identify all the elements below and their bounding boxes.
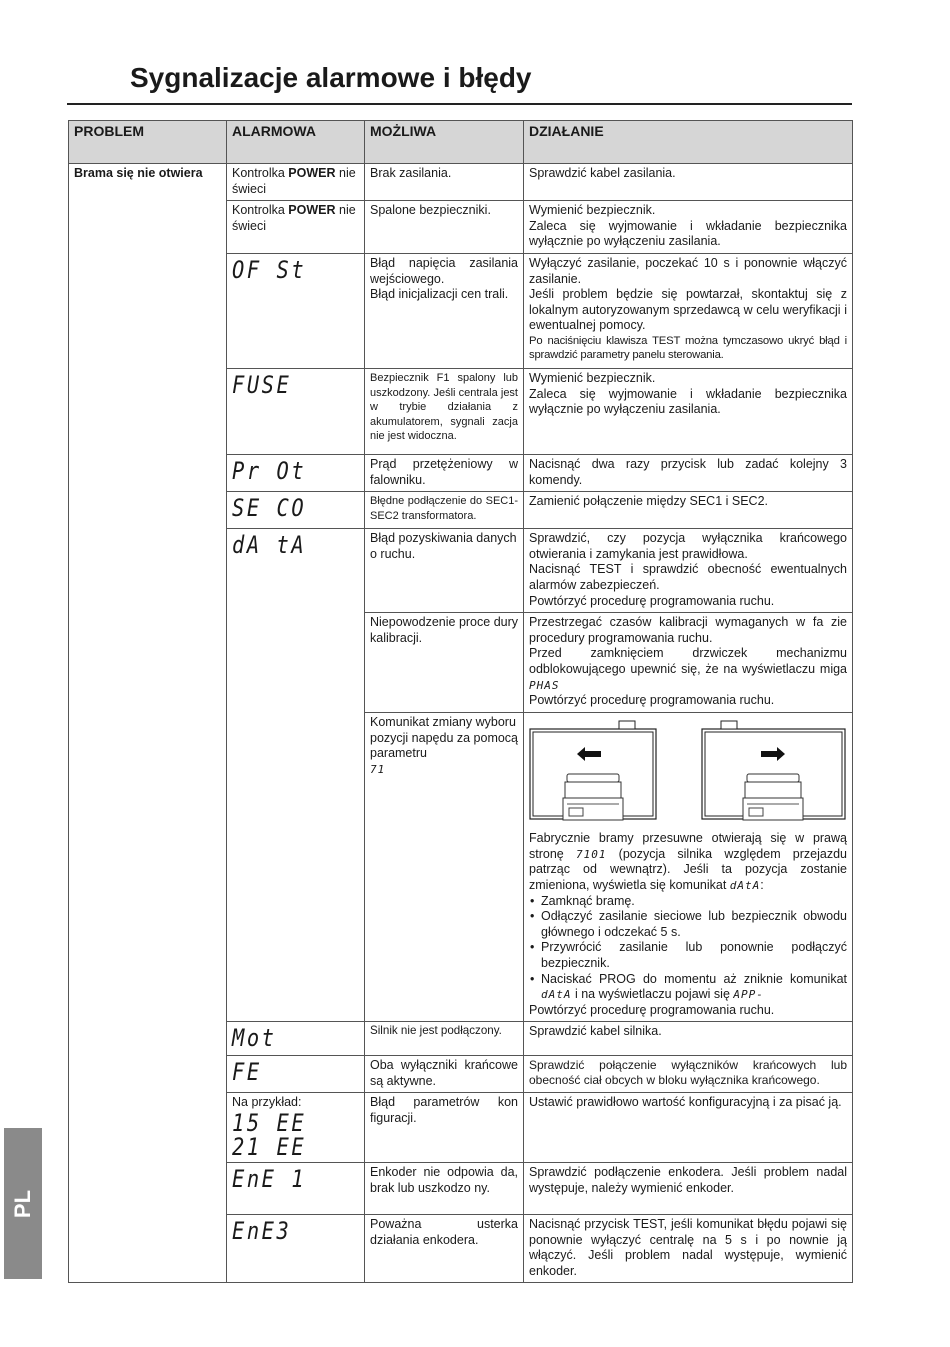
action-cell: Sprawdzić, czy pozycja wyłącznika krańcowego otwierania i zamykania jest prawidłowa. Nacisnąć TEST i sprawdzić obecność ewentualnych alarmów zabezpieczeń. Powtórzyć procedurę programowania ruchu. <box>524 529 853 613</box>
alarm-code: SE CO <box>232 494 307 523</box>
cause-cell: Brak zasilania. <box>365 164 524 201</box>
motor-left-diagram <box>529 720 659 828</box>
header-cause: MOŻLIWA <box>365 121 524 164</box>
list-item: • Naciskać PROG do momentu aż zniknie komunikat dAtA i na wyświetlaczu pojawi się APP- <box>541 972 847 1003</box>
alarm-cell <box>227 529 365 1022</box>
motor-right-diagram <box>701 720 847 828</box>
alarm-code: OF St <box>232 255 307 284</box>
language-tab: PL <box>4 1128 42 1279</box>
cause-cell: Błędne podłączenie do SEC1-SEC2 transformatora. <box>365 492 524 529</box>
action-cell: Sprawdzić kabel zasilania. <box>524 164 853 201</box>
title-rule <box>67 103 852 105</box>
action-cell: Fabrycznie bramy przesuwne otwierają się w prawą stronę 7101 (pozycja silnika względem przejazdu patrząc od wewnątrz). Jeśli ta pozycja zostanie zmieniona, wyświetla się komunikat dAtA: • Zamknąć bramę. • Odłączyć zasilanie sieciowe lub bezpiecznik obwodu głównego i odczekać 5 s. • Przywrócić zasilanie lub ponownie podłączyć bezpiecznik. • Naciskać PROG do momentu aż zniknie komunikat dAtA i na wyświetlaczu pojawi się APP- Powtórzyć procedurę programowania ruchu. <box>524 713 853 1022</box>
cause-cell: Enkoder nie odpowia da, brak lub uszkodzo ny. <box>365 1163 524 1215</box>
list-item: • Odłączyć zasilanie sieciowe lub bezpiecznik obwodu głównego i odczekać 5 s. <box>541 909 847 940</box>
alarm-cell <box>227 492 365 529</box>
alarm-cell <box>227 1163 365 1215</box>
problem-cell: Brama się nie otwiera <box>69 164 227 1283</box>
cause-cell: Spalone bezpieczniki. <box>365 201 524 254</box>
alarm-code: 15 EE <box>232 1109 307 1138</box>
alarm-cell <box>227 253 365 368</box>
cause-cell: Błąd pozyskiwania danych o ruchu. <box>365 529 524 613</box>
table-header-row <box>69 121 853 164</box>
action-cell: Ustawić prawidłowo wartość konfiguracyjną i za pisać ją. <box>524 1093 853 1163</box>
steps-list <box>529 894 847 1003</box>
cause-cell: Niepowodzenie proce dury kalibracji. <box>365 613 524 713</box>
alarm-code: EnE3 <box>232 1217 292 1246</box>
action-cell: Nacisnąć przycisk TEST, jeśli komunikat błędu pojawi się ponownie wyłączyć centralę na 5 s i po nownie ją włączyć. Jeśli problem nadal występuje, wymienić enkoder. <box>524 1215 853 1283</box>
alarm-code: Pr Ot <box>232 456 307 485</box>
list-item: • Przywrócić zasilanie lub ponownie podłączyć bezpiecznik. <box>541 940 847 971</box>
alarm-code: FUSE <box>232 370 292 399</box>
cause-cell: Poważna usterka działania enkodera. <box>365 1215 524 1283</box>
motor-icon <box>743 774 803 820</box>
alarm-code: dA tA <box>232 531 307 560</box>
alarm-table <box>68 120 853 1283</box>
action-cell: Sprawdzić kabel silnika. <box>524 1022 853 1056</box>
alarm-cell: Na przykład: 15 EE 21 EE <box>227 1093 365 1163</box>
alarm-cell <box>227 1215 365 1283</box>
action-cell: Nacisnąć dwa razy przycisk lub zadać kolejny 3 komendy. <box>524 454 853 491</box>
cause-cell: Błąd parametrów kon figuracji. <box>365 1093 524 1163</box>
alarm-code: EnE 1 <box>232 1165 307 1194</box>
cause-cell: Silnik nie jest podłączony. <box>365 1022 524 1056</box>
action-cell: Zamienić połączenie między SEC1 i SEC2. <box>524 492 853 529</box>
alarm-cell <box>227 1022 365 1056</box>
cause-cell: Bezpiecznik F1 spalony lub uszkodzony. Jeśli centrala jest w trybie działania z akumulatorem, sygnali zacja nie jest widoczna. <box>365 368 524 454</box>
alarm-code: 21 EE <box>232 1133 307 1162</box>
action-cell: Wymienić bezpiecznik. Zaleca się wyjmowanie i wkładanie bezpiecznika wyłącznie po wyłączeniu zasilania. <box>524 368 853 454</box>
alarm-cell <box>227 454 365 491</box>
list-item: • Zamknąć bramę. <box>541 894 847 910</box>
alarm-cell <box>227 368 365 454</box>
motor-position-diagrams <box>529 720 847 828</box>
action-cell: Wyłączyć zasilanie, poczekać 10 s i ponownie włączyć zasilanie. Jeśli problem będzie się powtarzał, skontaktuj się z lokalnym autoryzowanym sprzedawcą w celu weryfikacji i ewentualnej pomocy. Po naciśnięciu klawisza TEST można tymczasowo ukryć błąd i sprawdzić parametry panelu sterowania. <box>524 253 853 368</box>
page-title: Sygnalizacje alarmowe i błędy <box>130 62 532 93</box>
cause-cell: Oba wyłączniki krańcowe są aktywne. <box>365 1056 524 1093</box>
cause-cell: Prąd przetężeniowy w falowniku. <box>365 454 524 491</box>
header-alarm: ALARMOWA <box>227 121 365 164</box>
alarm-cell: Kontrolka POWER nie świeci <box>227 164 365 201</box>
alarm-cell: Kontrolka POWER nie świeci <box>227 201 365 254</box>
cause-cell: Komunikat zmiany wyboru pozycji napędu za pomocą parametru 71 <box>365 713 524 1022</box>
table-row <box>69 164 853 201</box>
action-cell: Wymienić bezpiecznik. Zaleca się wyjmowanie i wkładanie bezpiecznika wyłącznie po wyłączeniu zasilania. <box>524 201 853 254</box>
alarm-cell <box>227 1056 365 1093</box>
action-cell: Przestrzegać czasów kalibracji wymaganych w fa zie procedury programowania ruchu. Przed zamknięciem drzwiczek mechanizmu odblokowującego upewnić się, że na wyświetlaczu miga PHAS Powtórzyć procedurę programowania ruchu. <box>524 613 853 713</box>
header-problem: PROBLEM <box>69 121 227 164</box>
motor-icon <box>563 774 623 820</box>
action-cell: Sprawdzić podłączenie enkodera. Jeśli problem nadal występuje, należy wymienić enkoder. <box>524 1163 853 1215</box>
cause-cell: Błąd napięcia zasilania wejściowego. Błąd inicjalizacji cen trali. <box>365 253 524 368</box>
action-cell: Sprawdzić połączenie wyłączników krańcowych lub obecność ciał obcych w bloku wyłącznika krańcowego. <box>524 1056 853 1093</box>
header-action: DZIAŁANIE <box>524 121 853 164</box>
alarm-code: Mot <box>232 1024 277 1053</box>
alarm-code: FE <box>232 1058 262 1087</box>
